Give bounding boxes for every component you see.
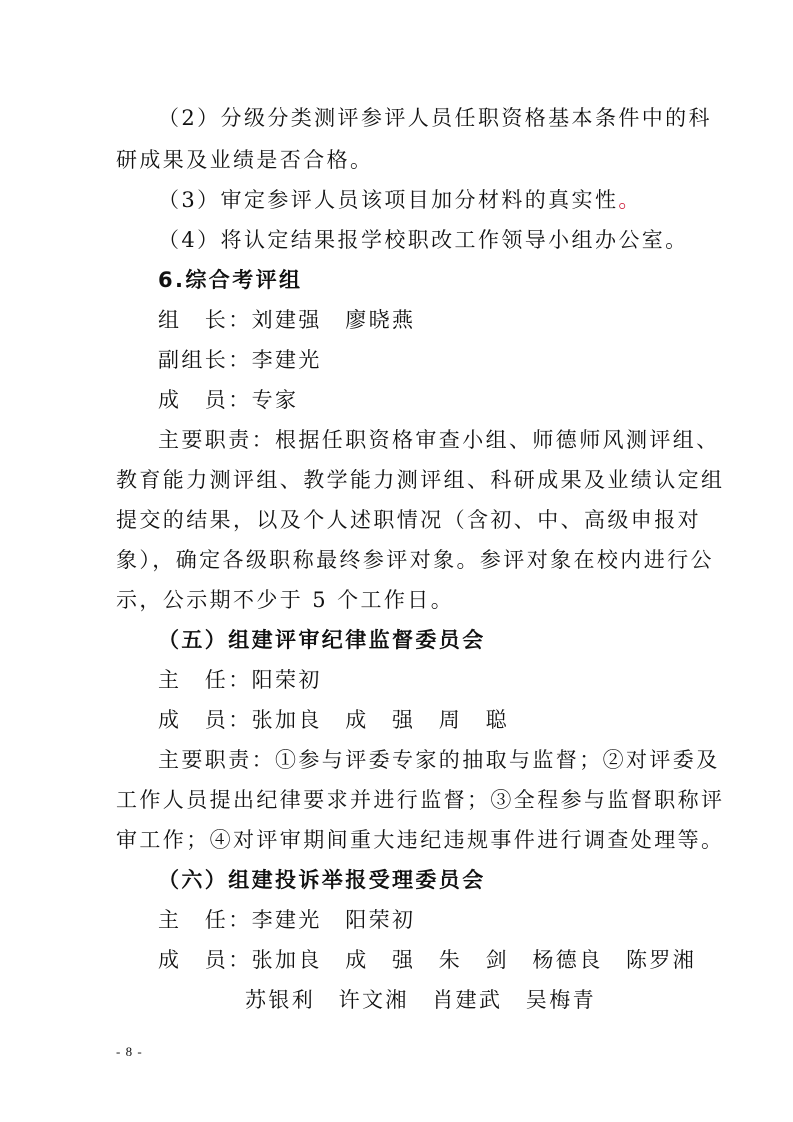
part-5-duty-line-1: 主要职责：①参与评委专家的抽取与监督；②对评委及 [158,748,720,772]
group-6-members: 成 员：专家 [158,388,299,412]
item-3-punct: 。 [618,188,642,212]
item-3-text: （3）审定参评人员该项目加分材料的真实性 [158,188,619,212]
group-6-leader: 组 长：刘建强 廖晓燕 [158,308,416,332]
part-6-members-line-1: 成 员：张加良 成 强 朱 剑 杨德良 陈罗湘 [158,948,697,972]
part-5-duty-line-2: 工作人员提出纪律要求并进行监督；③全程参与监督职称评 [116,788,725,812]
group-6-duty-line-5: 示，公示期不少于 5 个工作日。 [116,588,455,612]
item-3 [158,186,642,214]
group-6-duty-line-1: 主要职责：根据任职资格审查小组、师德师风测评组、 [158,428,720,452]
group-6-duty-line-2: 教育能力测评组、教学能力测评组、科研成果及业绩认定组 [116,468,725,492]
group-6-heading: 6.综合考评组 [158,268,303,292]
item-2-line-2: 研成果及业绩是否合格。 [116,148,374,172]
part-5-duty-line-3: 审工作；④对评审期间重大违纪违规事件进行调查处理等。 [116,828,725,852]
group-6-duty-line-3: 提交的结果，以及个人述职情况（含初、中、高级申报对 [116,508,701,532]
part-5-chair: 主 任：阳荣初 [158,668,322,692]
part-6-chair: 主 任：李建光 阳荣初 [158,908,416,932]
part-6-heading: （六）组建投诉举报受理委员会 [158,868,486,892]
part-5-heading: （五）组建评审纪律监督委员会 [158,628,486,652]
part-5-members: 成 员：张加良 成 强 周 聪 [158,708,509,732]
page-number: - 8 - [116,1044,143,1059]
item-4: （4）将认定结果报学校职改工作领导小组办公室。 [158,228,689,252]
group-6-deputy: 副组长：李建光 [158,348,322,372]
group-6-duty-line-4: 象），确定各级职称最终参评对象。参评对象在校内进行公 [116,548,714,572]
item-2-line-1: （2）分级分类测评参评人员任职资格基本条件中的科 [158,106,712,130]
part-6-members-line-2: 苏银利 许文湘 肖建武 吴梅青 [245,988,596,1012]
